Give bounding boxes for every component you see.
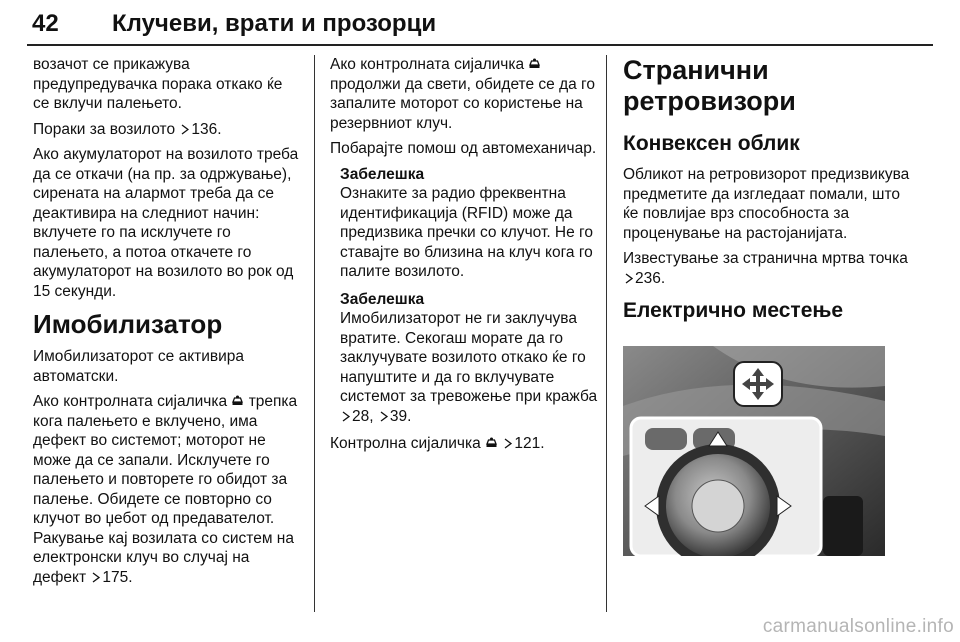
- paragraph: Пораки за возилото 136.: [33, 120, 222, 138]
- page-link[interactable]: 39: [389, 407, 408, 425]
- chapter-title: Клучеви, врати и прозорци: [112, 10, 437, 37]
- watermark: carmanualsonline.info: [762, 616, 954, 637]
- page-ref-arrow-icon: [181, 124, 189, 135]
- note-text: Имобилизаторот не ги заклучува вратите. Секогаш морате да го заклучувате возилото откако ќе го напуштите и да го вклучувате системот за тревожење при кражба 28, 39.: [340, 310, 598, 425]
- page-header: [27, 8, 933, 48]
- note-text: Ознаките за радио фреквентна идентификација (RFID) може да предизвика пречки со клучот. Не го ставајте во близина на клуч кога го палите возилото.: [340, 185, 593, 280]
- mirror-adjust-switch-photo: [623, 346, 885, 556]
- note-box: [330, 165, 598, 282]
- column-2: [330, 55, 598, 460]
- paragraph: Контролна сијаличка 121.: [330, 435, 545, 452]
- direction-badge-icon: [734, 362, 782, 406]
- paragraph: Побарајте помош од автомеханичар.: [330, 140, 597, 157]
- header-rule: [27, 44, 933, 46]
- page-link[interactable]: 175: [102, 568, 129, 586]
- paragraph: Обликот на ретровизорот предизвикува предметите да изгледаат помали, што ќе повлијае врз способноста за проценување на растојанијата.: [623, 166, 910, 242]
- paragraph: Ако контролната сијаличка продолжи да свети, обидете се да го запалите моторот со користење на резервниот клуч.: [330, 56, 595, 132]
- section-heading: Имобилизатор: [33, 309, 223, 339]
- note-box: [330, 290, 598, 427]
- column-divider: [606, 55, 607, 612]
- car-key-icon: [485, 437, 498, 449]
- paragraph: Ако контролната сијаличка трепка кога палењето е вклучено, има дефект во системот; моторот не може да се запали. Исклучете го палењето и повторете го обидот за палење. Обидете се повторно со клучот во џебот од предавателот. Ракување кај возилата со систем на електронски клуч во случај на дефект 175.: [33, 393, 298, 586]
- page-ref-arrow-icon: [625, 273, 633, 284]
- page-link[interactable]: 28: [352, 407, 370, 425]
- note-title: Забелешка: [340, 290, 425, 308]
- page-ref-arrow-icon: [342, 411, 350, 422]
- page-number: 42: [32, 10, 59, 37]
- page-ref-arrow-icon: [380, 411, 388, 422]
- section-heading: Странични ретровизори: [623, 55, 796, 116]
- paragraph: возачот се прикажува предупредувачка порака откако ќе се вклучи палењето.: [33, 56, 283, 112]
- car-key-icon: [231, 395, 244, 407]
- subsection-heading: Електрично местење: [623, 299, 844, 322]
- subsection-heading: Конвексен облик: [623, 132, 800, 155]
- page-link[interactable]: 236: [635, 269, 661, 287]
- page-ref-arrow-icon: [92, 572, 100, 583]
- column-3: [623, 55, 915, 332]
- paragraph: Имобилизаторот се активира автоматски.: [33, 348, 245, 385]
- paragraph: Ако акумулаторот на возилото треба да се откачи (на пр. за одржување), сирената на алармот треба да се деактивира на следниот начин: вклучете го па исклучете го палењето, а потоа откачете го акумулаторот на возилото во рок од 15 секунди.: [33, 146, 299, 300]
- paragraph: Известување за странична мртва точка 236.: [623, 250, 908, 287]
- car-key-icon: [528, 58, 541, 70]
- column-divider: [314, 55, 315, 612]
- page-link[interactable]: 121: [514, 435, 541, 452]
- page-ref-arrow-icon: [504, 438, 512, 449]
- note-title: Забелешка: [340, 165, 425, 183]
- page-link[interactable]: 136: [191, 120, 218, 138]
- column-1: [33, 55, 301, 593]
